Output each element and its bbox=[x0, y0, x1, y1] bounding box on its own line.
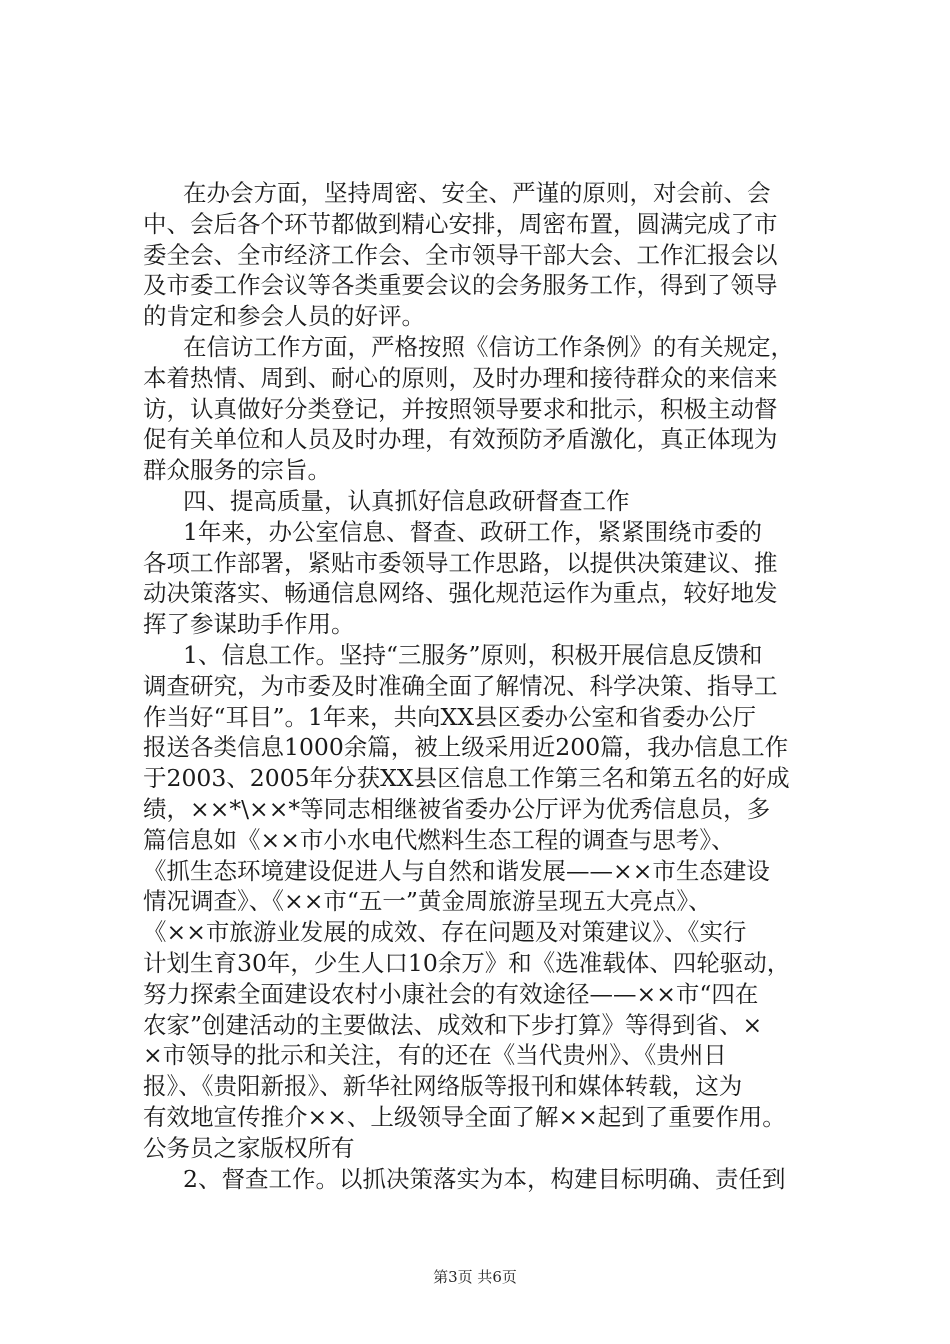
text-line: 1、信息工作。坚持“三服务”原则，积极开展信息反馈和 bbox=[183, 640, 763, 669]
text-line: 在办会方面，坚持周密、安全、严谨的原则，对会前、会 bbox=[183, 179, 771, 207]
text-line: 四、提高质量，认真抓好信息政研督查工作 bbox=[183, 486, 630, 515]
page-footer bbox=[0, 1267, 950, 1287]
text-line: 有效地宣传推介××、上级领导全面了解××起到了重要作用。 bbox=[143, 1102, 786, 1131]
text-line: 的肯定和参会人员的好评。 bbox=[143, 302, 425, 331]
text-line: 动决策落实、畅通信息网络、强化规范运作为重点，较好地发 bbox=[143, 579, 778, 608]
text-line: 促有关单位和人员及时办理，有效预防矛盾激化，真正体现为 bbox=[143, 425, 778, 454]
document-body bbox=[143, 178, 843, 1194]
text-line: 2、督查工作。以抓决策落实为本，构建目标明确、责任到 bbox=[183, 1164, 786, 1193]
text-line: 《××市旅游业发展的成效、存在问题及对策建议》、《实行 bbox=[143, 918, 747, 947]
page-number: 第3页 共6页 bbox=[433, 1268, 517, 1286]
text-line: 委全会、全市经济工作会、全市领导干部大会、工作汇报会以 bbox=[143, 240, 778, 269]
text-line: 作当好“耳目”。1年来，共向XX县区委办公室和省委办公厅 bbox=[143, 702, 756, 731]
text-line: 农家”创建活动的主要做法、成效和下步打算》等得到省、× bbox=[143, 1010, 763, 1039]
text-line: 1年来，办公室信息、督查、政研工作，紧紧围绕市委的 bbox=[183, 517, 762, 546]
text-line: 中、会后各个环节都做到精心安排，周密布置，圆满完成了市 bbox=[143, 209, 778, 238]
text-line: 于2003、2005年分获XX县区信息工作第三名和第五名的好成 bbox=[143, 764, 790, 793]
text-line: 努力探索全面建设农村小康社会的有效途径——××市“四在 bbox=[143, 979, 759, 1008]
text-line: 本着热情、周到、耐心的原则，及时办理和接待群众的来信来 bbox=[143, 363, 778, 392]
text-line: 群众服务的宗旨。 bbox=[143, 456, 331, 485]
text-line: 在信访工作方面，严格按照《信访工作条例》的有关规定， bbox=[183, 332, 794, 361]
text-line: 访，认真做好分类登记，并按照领导要求和批示，积极主动督 bbox=[143, 394, 778, 423]
text-line: 调查研究，为市委及时准确全面了解情况、科学决策、指导工 bbox=[143, 671, 778, 700]
text-line: 绩，××*\××*等同志相继被省委办公厅评为优秀信息员，多 bbox=[143, 794, 771, 823]
text-line: 报》、《贵阳新报》、新华社网络版等报刊和媒体转载，这为 bbox=[143, 1072, 743, 1101]
text-line: 篇信息如《××市小水电代燃料生态工程的调查与思考》、 bbox=[143, 825, 735, 854]
text-line: 报送各类信息1000余篇，被上级采用近200篇，我办信息工作 bbox=[143, 733, 789, 762]
text-line: 公务员之家版权所有 bbox=[143, 1133, 355, 1162]
text-line: 《抓生态环境建设促进人与自然和谐发展——××市生态建设 bbox=[143, 856, 770, 885]
text-line: 情况调查》、《××市“五一”黄金周旅游呈现五大亮点》、 bbox=[143, 887, 712, 916]
text-line: ×市领导的批示和关注，有的还在《当代贵州》、《贵州日 bbox=[143, 1041, 727, 1070]
text-line: 各项工作部署，紧贴市委领导工作思路，以提供决策建议、推 bbox=[143, 548, 778, 577]
text-line: 挥了参谋助手作用。 bbox=[143, 610, 355, 639]
text-line: 计划生育30年，少生人口10余万》和《选准载体、四轮驱动， bbox=[143, 948, 791, 977]
text-line: 及市委工作会议等各类重要会议的会务服务工作，得到了领导 bbox=[143, 271, 778, 300]
